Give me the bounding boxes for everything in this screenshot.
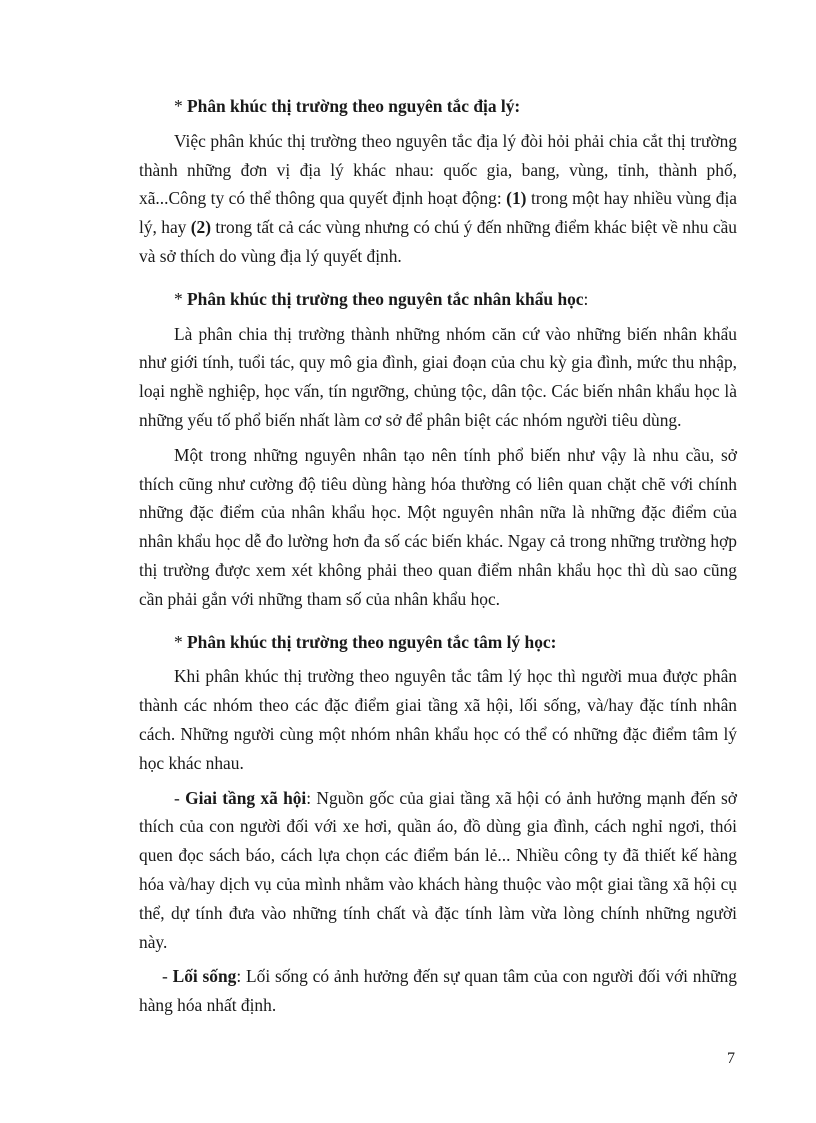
document-body bbox=[139, 92, 737, 1026]
paragraph-demographic-1: Là phân chia thị trường thành những nhóm căn cứ vào những biến nhân khẩu như giới tính, tuổi tác, quy mô gia đình, giai đoạn của chu kỳ gia đình, mức thu nhập, loại nghề nghiệp, học vấn, tín ngưỡng, chủng tộc, dân tộc. Các biến nhân khẩu học là những yếu tố phổ biến nhất làm cơ sở để phân biệt các nhóm người tiêu dùng. bbox=[139, 323, 737, 430]
section-heading-psychographic bbox=[139, 628, 737, 657]
term-label: Lối sống bbox=[172, 966, 237, 987]
heading-bullet: * bbox=[174, 631, 188, 652]
term-label: Giai tầng xã hội bbox=[185, 787, 307, 808]
page-number: 7 bbox=[727, 1050, 735, 1067]
bold-marker-1: (1) bbox=[506, 188, 527, 209]
heading-text: Phân khúc thị trường theo nguyên tắc địa lý: bbox=[187, 96, 521, 116]
paragraph-geographic bbox=[139, 127, 737, 271]
heading-colon: : bbox=[583, 288, 589, 309]
paragraph-demographic-2: Một trong những nguyên nhân tạo nên tính phổ biến như vậy là nhu cầu, sở thích cũng như cường độ tiêu dùng hàng hóa thường có liên quan chặt chẽ với chính những đặc điểm của nhân khẩu học. Một nguyên nhân nữa là những đặc điểm của nhân khẩu học dễ đo lường hơn đa số các biến khác. Ngay cả trong những trường hợp thị trường được xem xét không phải theo quan điểm nhân khẩu học thì dù sao cũng cần phải gắn với những tham số của nhân khẩu học. bbox=[139, 444, 737, 609]
paragraph-text: Việc phân khúc thị trường theo nguyên tắc địa lý đòi hỏi phải chia cắt thị trường thành những đơn vị địa lý khác nhau: quốc gia, bang, vùng, tỉnh, thành phố, xã...Công ty có thể thông qua quyết định hoạt động: bbox=[139, 130, 737, 209]
heading-bullet: * bbox=[174, 96, 188, 116]
heading-bullet: * bbox=[174, 288, 188, 309]
paragraph-social-class bbox=[139, 784, 737, 957]
bold-marker-2: (2) bbox=[190, 217, 212, 238]
list-dash: - bbox=[162, 966, 173, 987]
paragraph-text: : Lối sống có ảnh hưởng đến sự quan tâm của con người đối với những hàng hóa nhất định. bbox=[139, 966, 737, 1016]
list-dash: - bbox=[174, 787, 186, 808]
heading-text: Phân khúc thị trường theo nguyên tắc nhân khẩu học bbox=[187, 288, 584, 309]
paragraph-text: : Nguồn gốc của giai tầng xã hội có ảnh hưởng mạnh đến sở thích của con người đối với xe hơi, quần áo, đồ dùng gia đình, cách nghỉ ngơi, thói quen đọc sách báo, cách lựa chọn các điểm bán lẻ... Nhiều công ty đã thiết kế hàng hóa và/hay dịch vụ của mình nhằm vào khách hàng thuộc vào một giai tầng xã hội cụ thể, dự tính đưa vào những tính chất và đặc tính làm vừa lòng chính những người này. bbox=[139, 787, 737, 952]
section-heading-geographic bbox=[139, 92, 737, 121]
heading-text: Phân khúc thị trường theo nguyên tắc tâm lý học: bbox=[187, 631, 557, 652]
section-heading-demographic bbox=[139, 285, 737, 314]
paragraph-text: trong một hay nhiều vùng địa lý, hay bbox=[139, 188, 737, 238]
paragraph-text: trong tất cả các vùng nhưng có chú ý đến những điểm khác biệt về nhu cầu và sở thích do vùng địa lý quyết định. bbox=[139, 217, 737, 266]
paragraph-lifestyle bbox=[139, 962, 737, 1020]
paragraph-psychographic-1: Khi phân khúc thị trường theo nguyên tắc tâm lý học thì người mua được phân thành các nhóm theo các đặc điểm giai tầng xã hội, lối sống, và/hay đặc tính nhân cách. Những người cùng một nhóm nhân khẩu học có thể có những đặc điểm tâm lý học khác nhau. bbox=[139, 666, 737, 773]
